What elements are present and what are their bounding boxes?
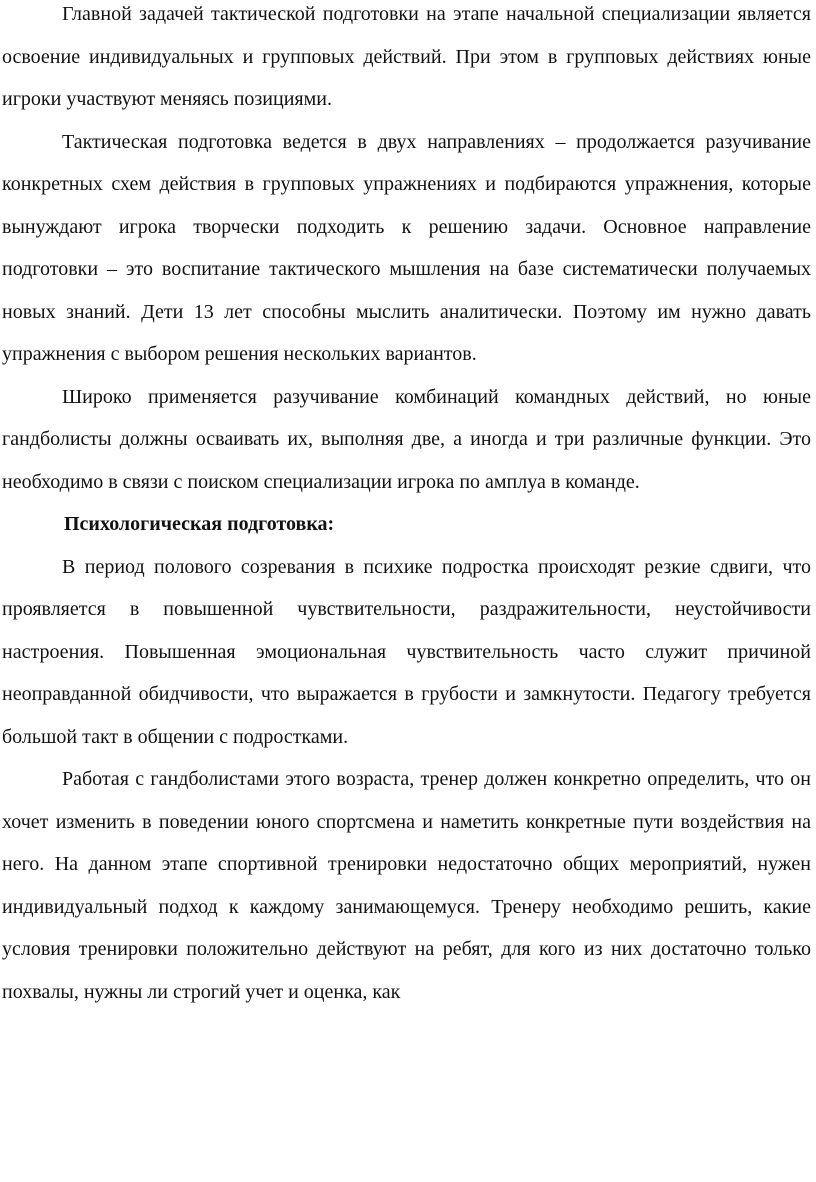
paragraph-tactical-directions: Тактическая подготовка ведется в двух направлениях – продолжается разучивание конкретных схем действия в групповых упражнениях и подбираются упражнения, которые вынуждают игрока творчески подходить к решению задачи. Основное направление подготовки – это воспитание тактического мышления на базе систематически получаемых новых знаний. Дети 13 лет способны мыслить аналитически. Поэтому им нужно давать упражнения с выбором решения нескольких вариантов. xyxy=(2,130,811,365)
paragraph-coach-approach: Работая с гандболистами этого возраста, тренер должен конкретно определить, что он хочет изменить в поведении юного спортсмена и наметить конкретные пути воздействия на него. На данном этапе спортивной тренировки недостаточно общих мероприятий, нужен индивидуальный подход к каждому занимающемуся. Тренеру необходимо решить, какие условия тренировки положительно действуют на ребят, для кого из них достаточно только похвалы, нужны ли строгий учет и оценка, как xyxy=(2,768,811,1003)
paragraph-team-combinations: Широко применяется разучивание комбинаций командных действий, но юные гандболисты должны осваивать их, выполняя две, а иногда и три различные функции. Это необходимо в связи с поиском специализации игрока по амплуа в команде. xyxy=(2,385,811,493)
paragraph-tactical-goal: Главной задачей тактической подготовки на этапе начальной специализации является освоение индивидуальных и групповых действий. При этом в групповых действиях юные игроки участвуют меняясь позициями. xyxy=(2,3,811,110)
paragraph-puberty-psychology: В период полового созревания в психике подростка происходят резкие сдвиги, что проявляется в повышенной чувствительности, раздражительности, неустойчивости настроения. Повышенная эмоциональная чувствительность часто служит причиной неоправданной обидчивости, что выражается в грубости и замкнутости. Педагогу требуется большой такт в общении с подростками. xyxy=(2,555,811,748)
section-heading-psychological: Психологическая подготовка: xyxy=(64,513,335,535)
